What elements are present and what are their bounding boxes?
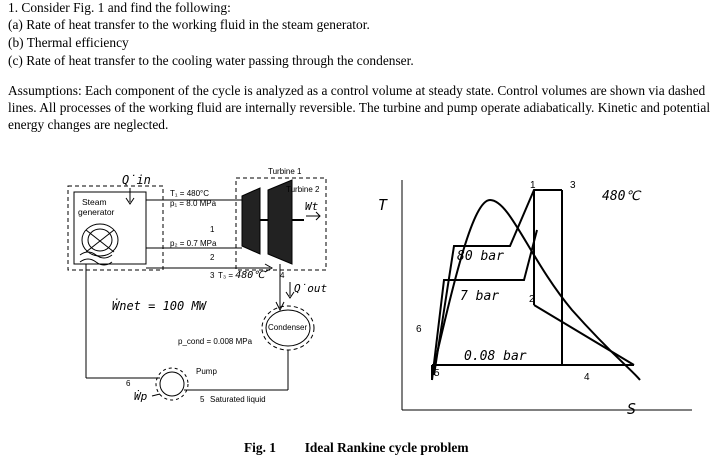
wp-arrow-icon bbox=[152, 394, 160, 396]
p1-label: p₁ = 8.0 MPa bbox=[170, 199, 217, 208]
wt-arrow-icon bbox=[306, 212, 320, 220]
ts-state-5: 5 bbox=[434, 368, 440, 379]
p2-label: p₂ = 0.7 MPa bbox=[170, 239, 217, 248]
pump-label: Pump bbox=[196, 367, 217, 376]
problem-item-c: (c) Rate of heat transfer to the cooling water passing through the condenser. bbox=[8, 53, 414, 68]
state-5-label: 5 bbox=[200, 395, 205, 404]
condenser-label: Condenser bbox=[268, 323, 308, 332]
isobar-80-bar bbox=[434, 190, 562, 375]
wt-label: Wt bbox=[305, 200, 319, 213]
figure-caption bbox=[244, 440, 469, 456]
w-net-label: Ẇnet = 100 MW bbox=[112, 299, 206, 313]
problem-item-a: (a) Rate of heat transfer to the working fluid in the steam generator. bbox=[8, 17, 370, 32]
state-2-label: 2 bbox=[210, 253, 215, 262]
state-1-label: 1 bbox=[210, 225, 215, 234]
p-low-label: 0.08 bar bbox=[464, 349, 527, 364]
t1-label: T₁ = 480°C bbox=[170, 189, 210, 198]
q-in-label: Q̇in bbox=[122, 173, 151, 187]
ts-state-1: 1 bbox=[530, 180, 536, 191]
s-axis-label: S bbox=[627, 400, 637, 418]
p-cond-label: p_cond = 0.008 MPa bbox=[178, 337, 253, 346]
problem-item-b: (b) Thermal efficiency bbox=[8, 35, 129, 50]
ts-state-3: 3 bbox=[570, 180, 576, 191]
turbine-1-label: Turbine 1 bbox=[268, 167, 302, 176]
turbine-2-label: Turbine 2 bbox=[286, 185, 320, 194]
p-high-label: 80 bar bbox=[457, 249, 504, 264]
t3-label: T₃ = 480℃ bbox=[218, 270, 265, 281]
pump-control-volume bbox=[156, 368, 188, 400]
wp-label: Ẇp bbox=[134, 390, 148, 403]
ts-state-2: 2 bbox=[529, 294, 535, 305]
state-4-label: 4 bbox=[280, 271, 285, 280]
q-out-arrow-icon bbox=[286, 282, 294, 298]
rankine-schematic bbox=[60, 160, 360, 420]
reheat-coil-icon bbox=[80, 252, 112, 265]
steam-generator-label-2: generator bbox=[78, 207, 115, 217]
state-3-label: 3 bbox=[210, 271, 215, 280]
steam-generator-label: Steam bbox=[82, 197, 107, 207]
problem-header: 1. Consider Fig. 1 and find the following: bbox=[8, 0, 231, 15]
turbine-1-icon bbox=[242, 188, 260, 254]
figure-title: Ideal Rankine cycle problem bbox=[304, 440, 469, 455]
pump-icon bbox=[160, 372, 184, 396]
saturated-liquid-label: Saturated liquid bbox=[210, 395, 266, 404]
ts-state-6: 6 bbox=[416, 324, 422, 335]
t-axis-label: T bbox=[378, 196, 388, 214]
state-6-label: 6 bbox=[126, 379, 131, 388]
ts-diagram bbox=[372, 170, 702, 420]
ts-state-4: 4 bbox=[584, 372, 590, 383]
q-out-label: Q̇out bbox=[294, 282, 328, 295]
p-mid-label: 7 bar bbox=[460, 289, 500, 304]
ts-temp-label: 480℃ bbox=[602, 189, 641, 204]
assumptions-paragraph: Assumptions: Each component of the cycle is analyzed as a control volume at steady state. Control volumes are shown via dashed lines. All processes of the working fluid are internally reversible. The turbine and pump operate adiabatically. Kinetic and potential energy changes are neglected. bbox=[8, 83, 711, 132]
figure-number: Fig. 1 bbox=[244, 440, 276, 455]
